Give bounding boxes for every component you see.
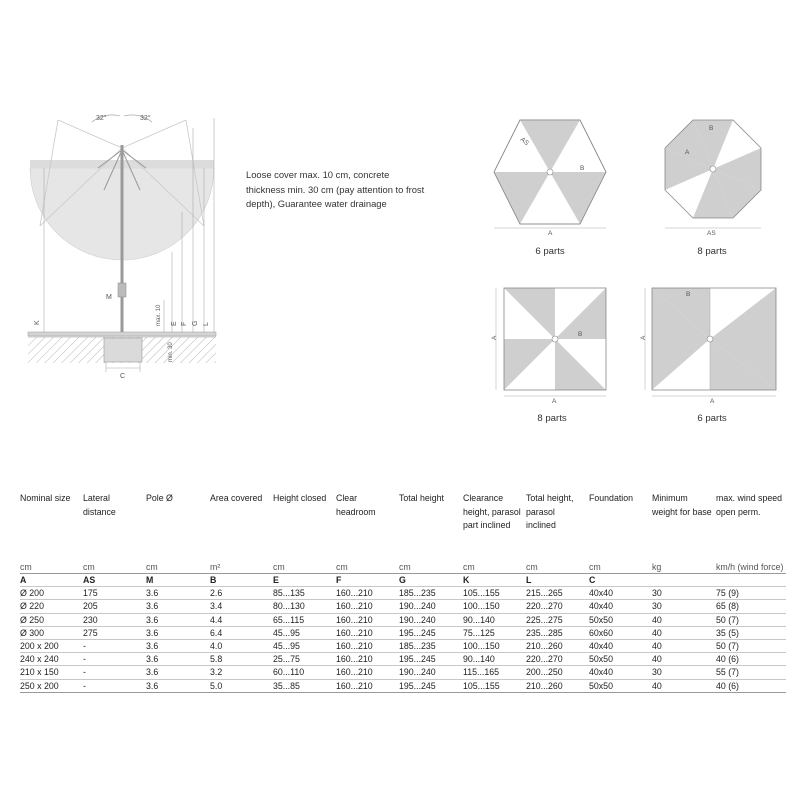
table-cell: 115...165 bbox=[463, 666, 526, 679]
hex6-label-as: AS bbox=[518, 136, 530, 148]
table-cell: 40x40 bbox=[589, 587, 652, 600]
table-cell: 40 bbox=[652, 613, 716, 626]
table-cell: 6.4 bbox=[210, 626, 273, 639]
rect6-label-b: B bbox=[686, 291, 691, 298]
table-cell: 3.6 bbox=[146, 653, 210, 666]
table-cell: - bbox=[83, 653, 146, 666]
table-cell: 50x50 bbox=[589, 613, 652, 626]
column-header: Area covered bbox=[210, 493, 263, 503]
label-M: M bbox=[106, 294, 112, 301]
table-cell: 100...150 bbox=[463, 639, 526, 652]
label-K: K bbox=[34, 320, 41, 325]
label-G: G bbox=[192, 320, 199, 326]
table-cell: 75...125 bbox=[463, 626, 526, 639]
table-cell: 160...210 bbox=[336, 639, 399, 652]
table-cell: 160...210 bbox=[336, 613, 399, 626]
table-cell: 195...245 bbox=[399, 626, 463, 639]
angle-left-label: 32° bbox=[96, 115, 107, 122]
sq8-label-a-left: A bbox=[491, 335, 498, 340]
table-cell: 4.0 bbox=[210, 639, 273, 652]
column-header: Foundation bbox=[589, 493, 634, 503]
table-cell: 55 (7) bbox=[716, 666, 786, 679]
canopy-hexagon-6-parts bbox=[490, 110, 610, 238]
table-cell: 3.6 bbox=[146, 587, 210, 600]
symbol-cell: AS bbox=[83, 574, 146, 587]
table-cell: 4.4 bbox=[210, 613, 273, 626]
table-cell: 35...85 bbox=[273, 679, 336, 692]
table-cell: 100...150 bbox=[463, 600, 526, 613]
table-cell: 275 bbox=[83, 626, 146, 639]
unit-cell: cm bbox=[83, 562, 95, 572]
table-cell: 45...95 bbox=[273, 639, 336, 652]
table-cell: 75 (9) bbox=[716, 587, 786, 600]
column-header: Total height, parasol inclined bbox=[526, 493, 574, 530]
unit-cell: cm bbox=[146, 562, 158, 572]
symbol-cell: F bbox=[336, 574, 399, 587]
unit-cell: cm bbox=[399, 562, 411, 572]
unit-cell: m² bbox=[210, 562, 221, 572]
table-row bbox=[20, 639, 786, 652]
table-cell: 240 x 240 bbox=[20, 653, 83, 666]
table-cell: 220...270 bbox=[526, 600, 589, 613]
table-cell: 5.0 bbox=[210, 679, 273, 692]
table-cell: 45...95 bbox=[273, 626, 336, 639]
table-cell: Ø 300 bbox=[20, 626, 83, 639]
table-cell: 175 bbox=[83, 587, 146, 600]
table-cell: 3.4 bbox=[210, 600, 273, 613]
table-cell: 3.6 bbox=[146, 613, 210, 626]
table-cell: 50x50 bbox=[589, 679, 652, 692]
table-cell: 190...240 bbox=[399, 613, 463, 626]
table-cell: 230 bbox=[83, 613, 146, 626]
table-cell: 3.6 bbox=[146, 600, 210, 613]
column-header: Pole Ø bbox=[146, 493, 173, 503]
oct8-label-as: AS bbox=[707, 230, 716, 237]
table-cell: 30 bbox=[652, 587, 716, 600]
parasol-elevation-drawing bbox=[0, 100, 240, 390]
canopy-octagon-8-parts bbox=[655, 110, 770, 238]
table-cell: 210...260 bbox=[526, 639, 589, 652]
symbol-cell: M bbox=[146, 574, 210, 587]
symbol-cell bbox=[716, 574, 786, 587]
column-header: Height closed bbox=[273, 493, 327, 503]
table-cell: 3.6 bbox=[146, 639, 210, 652]
table-cell: 90...140 bbox=[463, 653, 526, 666]
table-cell: 205 bbox=[83, 600, 146, 613]
rect6-label-a-bottom: A bbox=[710, 398, 715, 405]
table-cell: 40 (6) bbox=[716, 679, 786, 692]
column-header: Lateral distance bbox=[83, 493, 116, 517]
label-min30: min. 30 bbox=[168, 342, 174, 362]
table-cell: 3.6 bbox=[146, 666, 210, 679]
table-cell: 250 x 200 bbox=[20, 679, 83, 692]
table-cell: 60...110 bbox=[273, 666, 336, 679]
table-cell: 25...75 bbox=[273, 653, 336, 666]
table-cell: 2.6 bbox=[210, 587, 273, 600]
column-header: Minimum weight for base bbox=[652, 493, 712, 517]
table-cell: 35 (5) bbox=[716, 626, 786, 639]
table-cell: 190...240 bbox=[399, 600, 463, 613]
table-cell: - bbox=[83, 666, 146, 679]
table-cell: 30 bbox=[652, 666, 716, 679]
table-row bbox=[20, 626, 786, 639]
label-L: L bbox=[203, 322, 210, 326]
table-cell: Ø 200 bbox=[20, 587, 83, 600]
symbol-cell: L bbox=[526, 574, 589, 587]
label-F: F bbox=[181, 321, 188, 326]
table-cell: 160...210 bbox=[336, 626, 399, 639]
table-cell: 225...275 bbox=[526, 613, 589, 626]
unit-cell: kg bbox=[652, 562, 662, 572]
table-cell: 160...210 bbox=[336, 600, 399, 613]
symbol-cell: K bbox=[463, 574, 526, 587]
canopy-rectangle-6-parts bbox=[640, 284, 780, 406]
caption-octagon-8-parts: 8 parts bbox=[697, 246, 727, 257]
label-E: E bbox=[171, 321, 178, 326]
table-cell: 80...130 bbox=[273, 600, 336, 613]
table-cell: 200...250 bbox=[526, 666, 589, 679]
table-cell: 185...235 bbox=[399, 587, 463, 600]
unit-cell: cm bbox=[20, 562, 32, 572]
table-cell: 50 (7) bbox=[716, 613, 786, 626]
column-header: Clearance height, parasol part inclined bbox=[463, 493, 521, 530]
table-cell: 195...245 bbox=[399, 653, 463, 666]
table-row bbox=[20, 587, 786, 600]
unit-cell: cm bbox=[589, 562, 601, 572]
table-cell: Ø 220 bbox=[20, 600, 83, 613]
table-cell: 105...155 bbox=[463, 587, 526, 600]
table-cell: 200 x 200 bbox=[20, 639, 83, 652]
unit-cell: cm bbox=[336, 562, 348, 572]
header-row bbox=[20, 492, 786, 558]
hex6-label-a: A bbox=[548, 230, 553, 237]
table-cell: 40x40 bbox=[589, 666, 652, 679]
table-cell: 40 bbox=[652, 626, 716, 639]
table-cell: 105...155 bbox=[463, 679, 526, 692]
units-row bbox=[20, 558, 786, 574]
table-cell: 185...235 bbox=[399, 639, 463, 652]
column-header: Clear headroom bbox=[336, 493, 376, 517]
table-cell: 210...260 bbox=[526, 679, 589, 692]
table-row bbox=[20, 653, 786, 666]
table-cell: 40x40 bbox=[589, 600, 652, 613]
table-cell: 65 (8) bbox=[716, 600, 786, 613]
label-C: C bbox=[120, 373, 126, 380]
caption-square-8-parts: 8 parts bbox=[537, 413, 567, 424]
table-cell: 160...210 bbox=[336, 653, 399, 666]
column-header: Nominal size bbox=[20, 493, 71, 503]
label-max10: max. 10 bbox=[156, 304, 162, 326]
table-cell: 190...240 bbox=[399, 666, 463, 679]
installation-note: Loose cover max. 10 cm, concrete thickness min. 30 cm (pay attention to frost depth), Guarantee water drainage bbox=[246, 169, 425, 209]
table-cell: 40 (6) bbox=[716, 653, 786, 666]
table-cell: 50 (7) bbox=[716, 639, 786, 652]
oct8-label-b: B bbox=[709, 125, 714, 132]
table-cell: 50x50 bbox=[589, 653, 652, 666]
unit-cell: cm bbox=[526, 562, 538, 572]
table-cell: - bbox=[83, 639, 146, 652]
table-cell: 65...115 bbox=[273, 613, 336, 626]
table-cell: 160...210 bbox=[336, 679, 399, 692]
symbol-cell bbox=[652, 574, 716, 587]
symbol-cell: A bbox=[20, 574, 83, 587]
table-cell: 3.6 bbox=[146, 679, 210, 692]
unit-cell: km/h (wind force) bbox=[716, 562, 784, 572]
angle-right-label: 32° bbox=[140, 115, 151, 122]
sq8-label-b: B bbox=[578, 331, 583, 338]
table-cell: Ø 250 bbox=[20, 613, 83, 626]
oct8-label-a: A bbox=[685, 149, 690, 156]
table-cell: 3.6 bbox=[146, 626, 210, 639]
table-cell: 215...265 bbox=[526, 587, 589, 600]
table-cell: 195...245 bbox=[399, 679, 463, 692]
table-row bbox=[20, 613, 786, 626]
rect6-label-a-left: A bbox=[640, 335, 647, 340]
sq8-label-a-bottom: A bbox=[552, 398, 557, 405]
table-cell: 220...270 bbox=[526, 653, 589, 666]
table-cell: - bbox=[83, 679, 146, 692]
table-cell: 40 bbox=[652, 639, 716, 652]
specification-table bbox=[20, 492, 786, 693]
table-cell: 40 bbox=[652, 653, 716, 666]
table-cell: 60x60 bbox=[589, 626, 652, 639]
unit-cell: cm bbox=[273, 562, 285, 572]
symbol-cell: E bbox=[273, 574, 336, 587]
caption-hexagon-6-parts: 6 parts bbox=[535, 246, 565, 257]
table-cell: 235...285 bbox=[526, 626, 589, 639]
table-cell: 3.2 bbox=[210, 666, 273, 679]
table-cell: 160...210 bbox=[336, 587, 399, 600]
caption-rectangle-6-parts: 6 parts bbox=[697, 413, 727, 424]
table-cell: 40x40 bbox=[589, 639, 652, 652]
hex6-label-b: B bbox=[580, 165, 585, 172]
unit-cell: cm bbox=[463, 562, 475, 572]
table-cell: 90...140 bbox=[463, 613, 526, 626]
table-cell: 85...135 bbox=[273, 587, 336, 600]
symbols-row bbox=[20, 574, 786, 587]
table-row bbox=[20, 600, 786, 613]
column-header: Total height bbox=[399, 493, 444, 503]
table-cell: 5.8 bbox=[210, 653, 273, 666]
table-cell: 40 bbox=[652, 679, 716, 692]
table-row bbox=[20, 679, 786, 692]
table-cell: 30 bbox=[652, 600, 716, 613]
symbol-cell: C bbox=[589, 574, 652, 587]
symbol-cell: B bbox=[210, 574, 273, 587]
table-row bbox=[20, 666, 786, 679]
table-cell: 210 x 150 bbox=[20, 666, 83, 679]
table-cell: 160...210 bbox=[336, 666, 399, 679]
column-header: max. wind speed open perm. bbox=[716, 493, 783, 517]
canopy-square-8-parts bbox=[486, 284, 612, 406]
symbol-cell: G bbox=[399, 574, 463, 587]
